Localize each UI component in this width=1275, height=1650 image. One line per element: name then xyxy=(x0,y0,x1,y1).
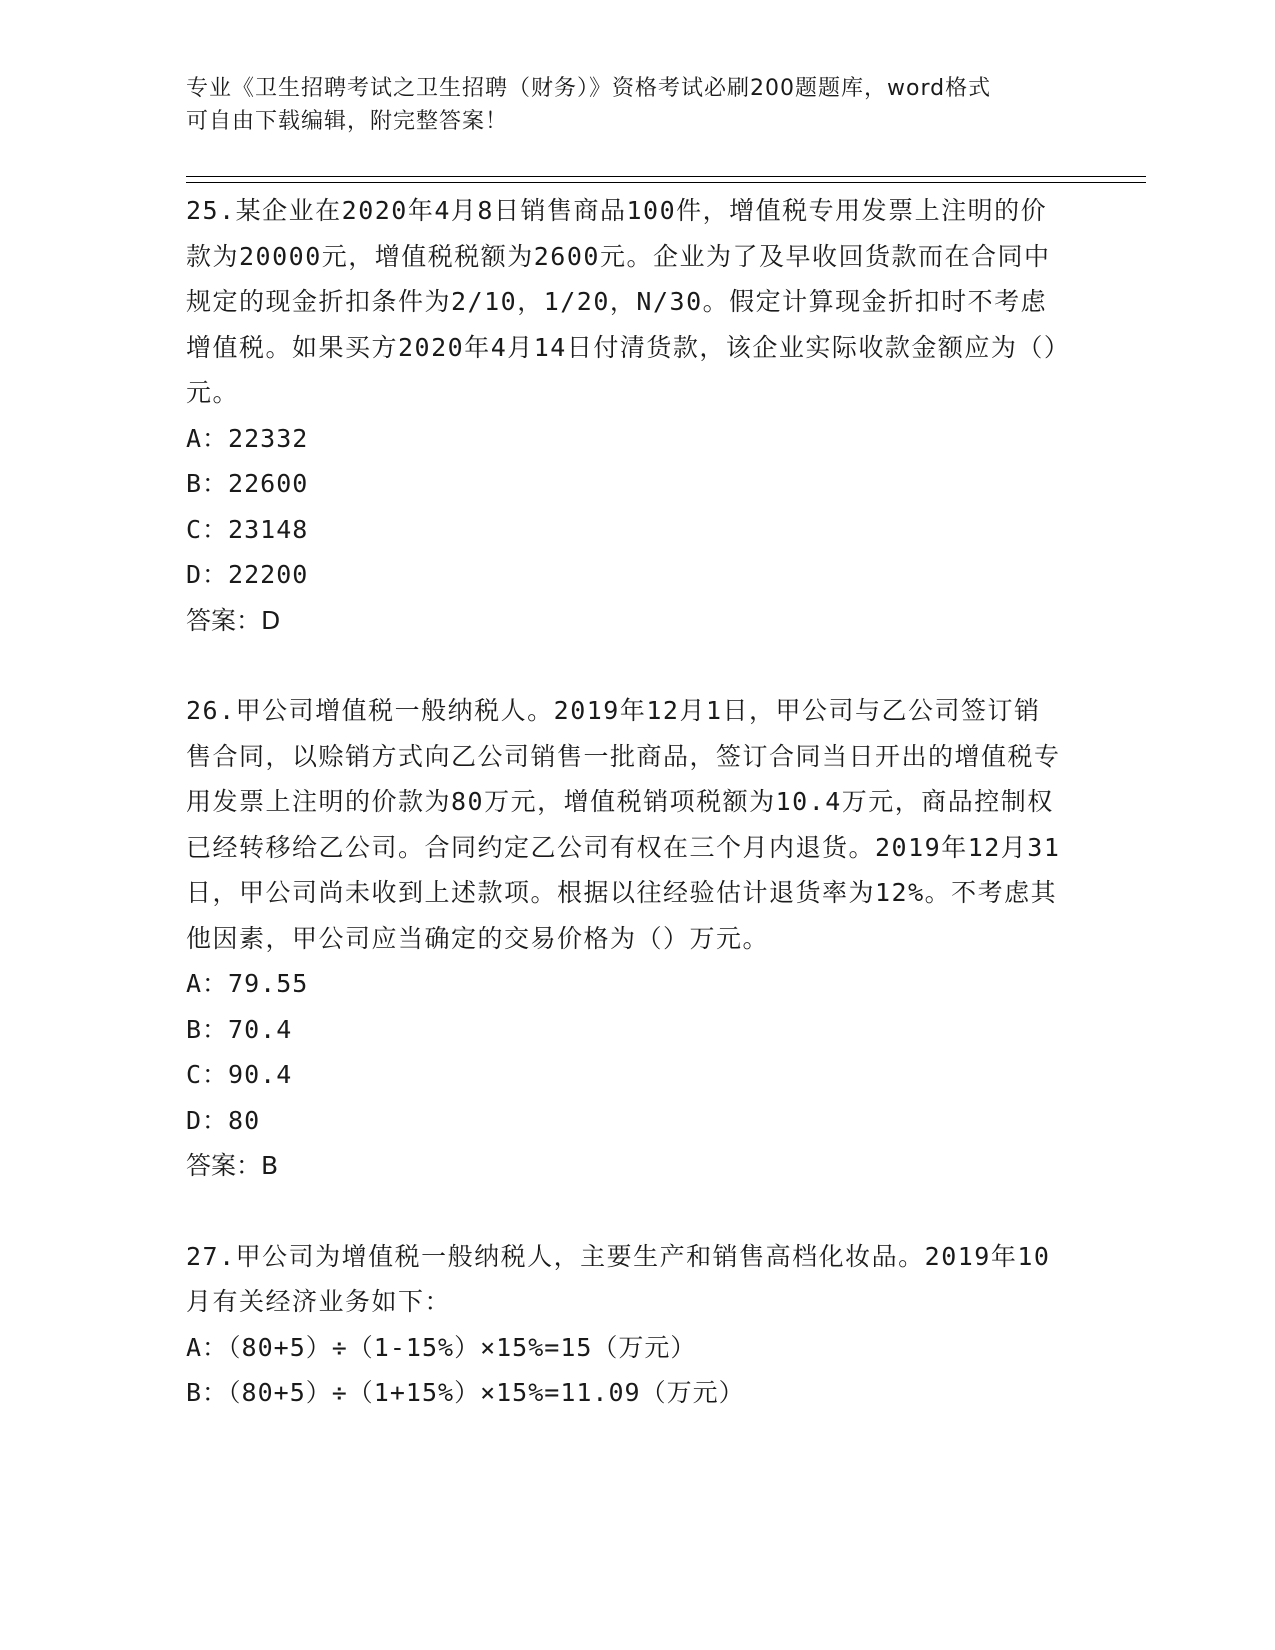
header-divider-top xyxy=(186,176,1146,177)
header-divider-bottom xyxy=(186,182,1146,183)
question-27 xyxy=(186,1234,1066,1416)
header-line-2: 可自由下载编辑，附完整答案！ xyxy=(186,109,509,134)
question-25 xyxy=(186,188,1066,643)
spacer xyxy=(186,1189,1066,1234)
option-d: D：22200 xyxy=(186,560,309,589)
answer-label: 答案：B xyxy=(186,1151,279,1180)
answer-label: 答案：D xyxy=(186,605,281,635)
document-header xyxy=(186,72,1066,138)
option-b: B：70.4 xyxy=(186,1014,293,1044)
option-a: A：79.55 xyxy=(186,969,309,998)
option-a: A：（80+5）÷（1-15%）×15%=15（万元） xyxy=(186,1332,697,1362)
option-b: B：（80+5）÷（1+15%）×15%=11.09（万元） xyxy=(186,1378,745,1407)
option-c: C：90.4 xyxy=(186,1060,293,1089)
option-a: A：22332 xyxy=(186,423,309,453)
question-text: 26.甲公司增值税一般纳税人。2019年12月1日，甲公司与乙公司签订销售合同，以赊销方式向乙公司销售一批商品，签订合同当日开出的增值税专用发票上注明的价款为80万元，增值税销项税额为10.4万元，商品控制权已经转移给乙公司。合同约定乙公司有权在三个月内退货。2019年12月31日，甲公司尚未收到上述款项。根据以往经验估计退货率为12%。不考虑其他因素，甲公司应当确定的交易价格为（）万元。 xyxy=(186,696,1061,953)
question-text: 27.甲公司为增值税一般纳税人，主要生产和销售高档化妆品。2019年10月有关经济业务如下： xyxy=(186,1241,1051,1316)
option-d: D：80 xyxy=(186,1105,261,1135)
question-list xyxy=(186,188,1066,1416)
option-b: B：22600 xyxy=(186,469,309,498)
spacer xyxy=(186,643,1066,688)
question-text: 25.某企业在2020年4月8日销售商品100件，增值税专用发票上注明的价款为20000元，增值税税额为2600元。企业为了及早收回货款而在合同中规定的现金折扣条件为2/10，1/20，N/30。假定计算现金折扣时不考虑增值税。如果买方2020年4月14日付清货款，该企业实际收款金额应为（）元。 xyxy=(186,196,1058,407)
header-line-1: 专业《卫生招聘考试之卫生招聘（财务）》资格考试必刷200题题库，word格式 xyxy=(186,76,992,101)
question-26 xyxy=(186,688,1066,1189)
option-c: C：23148 xyxy=(186,514,309,544)
